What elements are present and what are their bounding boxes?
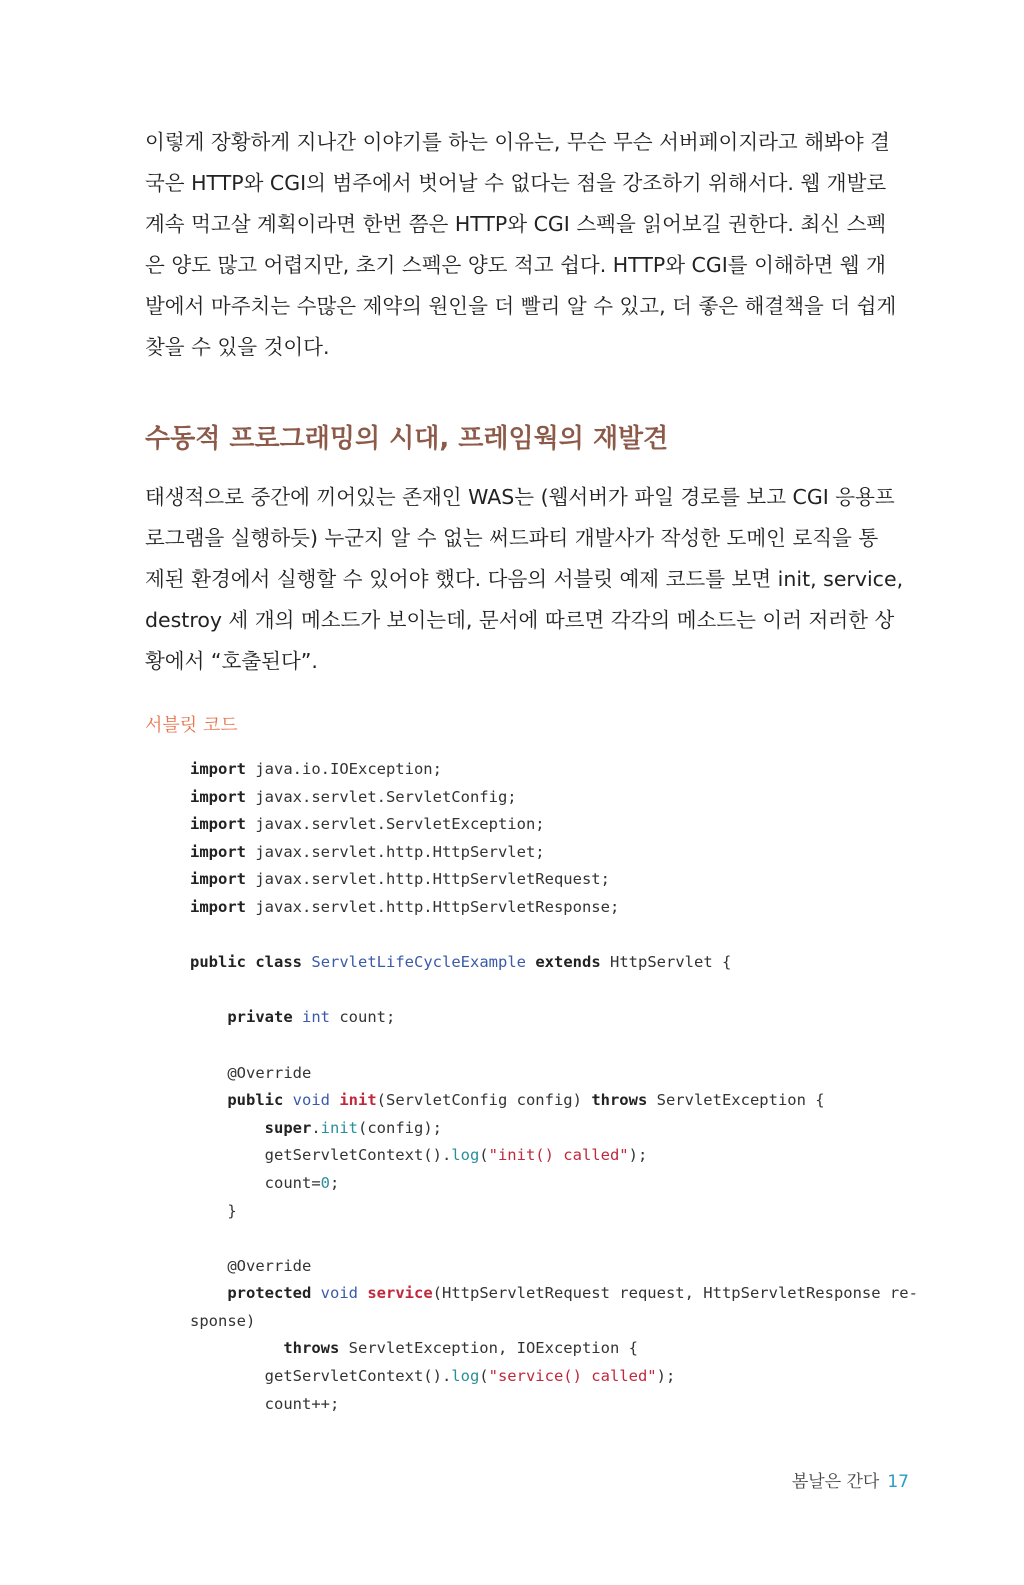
code-line — [190, 1335, 880, 1363]
code-text: ServletException, IOException { — [339, 1339, 638, 1358]
code-text: count; — [330, 1008, 396, 1027]
code-keyword: class — [255, 953, 303, 972]
code-keyword: throws — [591, 1091, 648, 1110]
code-line — [190, 866, 880, 894]
code-line — [190, 1060, 880, 1088]
code-string: "init() called" — [488, 1146, 629, 1165]
code-keyword: import — [190, 815, 246, 834]
code-type: void — [292, 1091, 330, 1110]
code-listing — [190, 756, 918, 1418]
code-text: (ServletConfig config) — [376, 1091, 592, 1110]
code-text: count++; — [264, 1394, 340, 1413]
code-line — [190, 1198, 880, 1226]
code-line — [190, 1363, 880, 1391]
code-text: . — [311, 1118, 321, 1137]
code-text: javax.servlet.http.HttpServletResponse; — [246, 897, 620, 916]
code-text: getServletContext(). — [264, 1367, 452, 1386]
running-title: 봄날은 간다 — [791, 1472, 880, 1492]
section-paragraph — [145, 477, 904, 682]
code-line — [190, 949, 880, 977]
code-type: void — [320, 1284, 358, 1303]
code-line — [190, 1004, 880, 1032]
paragraph-line: 이렇게 장황하게 지나간 이야기를 하는 이유는, 무슨 무슨 서버페이지라고 해봐야 결 — [145, 130, 890, 154]
code-line — [190, 811, 880, 839]
code-keyword: import — [190, 842, 246, 861]
code-keyword: extends — [535, 953, 601, 972]
code-text: java.io.IOException; — [246, 760, 442, 778]
blank-line — [190, 977, 880, 1005]
blank-line — [190, 922, 880, 950]
code-function: log — [451, 1367, 480, 1386]
page-footer — [792, 1467, 909, 1492]
code-keyword: public — [190, 953, 246, 972]
code-line — [190, 1142, 880, 1170]
code-line — [190, 839, 880, 867]
blank-line — [190, 1032, 880, 1060]
code-text: ); — [628, 1146, 648, 1165]
paragraph-line: 은 양도 많고 어렵지만, 초기 스펙은 양도 적고 쉽다. HTTP와 CGI를 이해하면 웹 개 — [145, 253, 886, 277]
code-text: ( — [479, 1367, 489, 1386]
code-string: "service() called" — [488, 1367, 657, 1386]
code-text: sponse) — [190, 1311, 256, 1330]
code-keyword: import — [190, 897, 246, 916]
code-text: javax.servlet.ServletException; — [246, 815, 545, 834]
code-line — [190, 756, 880, 784]
code-text: (config); — [358, 1118, 442, 1137]
code-text: ; — [330, 1173, 340, 1192]
code-text: ( — [479, 1146, 489, 1165]
paragraph-line: 태생적으로 중간에 끼어있는 존재인 WAS는 (웹서버가 파일 경로를 보고 CGI 응용프 — [145, 485, 895, 509]
code-number: 0 — [320, 1173, 330, 1192]
paragraph-line: 황에서 “호출된다”. — [145, 649, 318, 673]
code-keyword: super — [264, 1118, 312, 1137]
paragraph-line: 발에서 마주치는 수많은 제약의 원인을 더 빨리 알 수 있고, 더 좋은 해결책을 더 쉽게 — [145, 294, 897, 318]
paragraph-line: destroy 세 개의 메소드가 보이는데, 문서에 따르면 각각의 메소드는 이러 저러한 상 — [145, 608, 895, 632]
intro-paragraph — [145, 122, 897, 368]
code-line — [190, 1115, 880, 1143]
code-keyword: import — [190, 787, 246, 806]
paragraph-line: 로그램을 실행하듯) 누군지 알 수 없는 써드파티 개발사가 작성한 도메인 로직을 통 — [145, 526, 879, 550]
code-text: javax.servlet.http.HttpServlet; — [246, 842, 545, 861]
code-function: log — [451, 1146, 480, 1165]
code-text: HttpServlet { — [600, 953, 732, 972]
code-text: ServletException { — [647, 1091, 825, 1110]
code-text: javax.servlet.http.HttpServletRequest; — [246, 870, 610, 889]
code-text: getServletContext(). — [264, 1146, 452, 1165]
code-line — [190, 1253, 880, 1281]
paragraph-line: 계속 먹고살 계획이라면 한번 쯤은 HTTP와 CGI 스펙을 읽어보길 권한다. 최신 스펙 — [145, 212, 887, 236]
code-line — [190, 1170, 880, 1198]
code-keyword: protected — [227, 1284, 312, 1303]
code-method-name: service — [367, 1284, 433, 1303]
code-class-name: ServletLifeCycleExample — [311, 953, 526, 972]
code-type: int — [302, 1008, 330, 1027]
code-line — [190, 1308, 880, 1336]
code-text: (HttpServletRequest request, HttpServletResponse re- — [432, 1284, 918, 1303]
paragraph-line: 국은 HTTP와 CGI의 범주에서 벗어날 수 없다는 점을 강조하기 위해서다. 웹 개발로 — [145, 171, 887, 195]
page-number: 17 — [887, 1472, 909, 1492]
code-keyword: throws — [283, 1339, 340, 1358]
code-line — [190, 1087, 880, 1115]
blank-line — [190, 1225, 880, 1253]
code-line — [190, 1280, 918, 1308]
code-text: count= — [264, 1173, 321, 1192]
code-annotation: @Override — [227, 1063, 312, 1082]
code-text: javax.servlet.ServletConfig; — [246, 787, 517, 806]
code-line — [190, 1391, 880, 1419]
code-keyword: public — [227, 1091, 284, 1110]
code-keyword: import — [190, 760, 246, 778]
code-method-name: init — [339, 1091, 377, 1110]
code-caption: 서블릿 코드 — [145, 715, 238, 736]
paragraph-line: 제된 환경에서 실행할 수 있어야 했다. 다음의 서블릿 예제 코드를 보면 init, service, — [145, 567, 904, 591]
code-text: ); — [656, 1367, 676, 1386]
code-text: } — [227, 1201, 237, 1220]
paragraph-line: 찾을 수 있을 것이다. — [145, 335, 330, 359]
code-line — [190, 894, 880, 922]
code-line — [190, 784, 880, 812]
code-keyword: import — [190, 870, 246, 889]
code-annotation: @Override — [227, 1256, 312, 1275]
section-heading: 수동적 프로그래밍의 시대, 프레임웍의 재발견 — [145, 424, 669, 454]
code-keyword: private — [227, 1008, 293, 1027]
code-function: init — [320, 1118, 358, 1137]
